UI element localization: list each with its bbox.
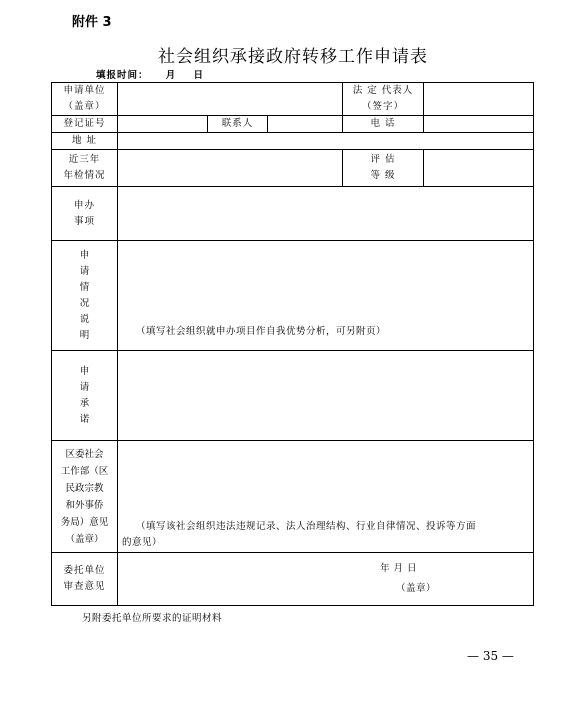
commitment-label: 申 请 承 诺 <box>52 351 118 441</box>
form-title: 社会组织承接政府转移工作申请表 <box>158 47 428 67</box>
form-row-application-desc <box>52 241 534 351</box>
legal-rep-label: 法 定 代表人 （签字） <box>343 83 424 116</box>
phone-field[interactable] <box>424 116 534 133</box>
entrust-field[interactable] <box>118 553 534 606</box>
form-row-matter <box>52 187 534 241</box>
reg-no-label: 登记证号 <box>52 116 118 133</box>
rating-field[interactable] <box>424 150 534 187</box>
commitment-field[interactable] <box>118 351 534 441</box>
page-number: — 35 — <box>467 649 514 663</box>
application-form <box>51 82 534 606</box>
application-desc-label: 申 请 情 况 说 明 <box>52 241 118 351</box>
applicant-field[interactable] <box>118 83 343 116</box>
form-row-commitment <box>52 351 534 441</box>
rating-label: 评 估 等 级 <box>343 150 424 187</box>
address-label: 地 址 <box>52 133 118 150</box>
annual-check-field[interactable] <box>118 150 343 187</box>
attachment-label: 附件 3 <box>72 15 112 30</box>
form-row-annual-check <box>52 150 534 187</box>
application-desc-field[interactable] <box>118 241 534 351</box>
entrust-label: 委托单位 审查意见 <box>52 553 118 606</box>
matter-field[interactable] <box>118 187 534 241</box>
dept-opinion-label: 区委社会 工作部（区 民政宗教 和外事侨 务局）意见 （盖章） <box>52 441 118 553</box>
form-row-registration <box>52 116 534 133</box>
dept-opinion-field[interactable] <box>118 441 534 553</box>
form-row-applicant <box>52 83 534 116</box>
dept-opinion-note-cont: 的意见） <box>122 537 163 548</box>
legal-rep-field[interactable] <box>424 83 534 116</box>
matter-label: 申办 事项 <box>52 187 118 241</box>
dept-opinion-note: （填写该社会组织违法违规记录、法人治理结构、行业自律情况、投诉等方面 <box>136 521 477 532</box>
application-desc-note: （填写社会组织就申办项目作自我优势分析，可另附页） <box>136 326 387 337</box>
contact-label: 联系人 <box>208 116 268 133</box>
address-field[interactable] <box>118 133 534 150</box>
attachment-note: 另附委托单位所要求的证明材料 <box>82 613 223 624</box>
entrust-seal: （盖章） <box>396 583 437 594</box>
phone-label: 电 话 <box>343 116 424 133</box>
fill-date: 填报时间： 月 日 <box>96 70 204 81</box>
form-row-dept-opinion <box>52 441 534 553</box>
entrust-date: 年 月 日 <box>380 563 418 574</box>
applicant-label: 申请单位 （盖章） <box>52 83 118 116</box>
reg-no-field[interactable] <box>118 116 208 133</box>
contact-field[interactable] <box>268 116 343 133</box>
form-row-entrust <box>52 553 534 606</box>
form-row-address <box>52 133 534 150</box>
annual-check-label: 近三年 年检情况 <box>52 150 118 187</box>
